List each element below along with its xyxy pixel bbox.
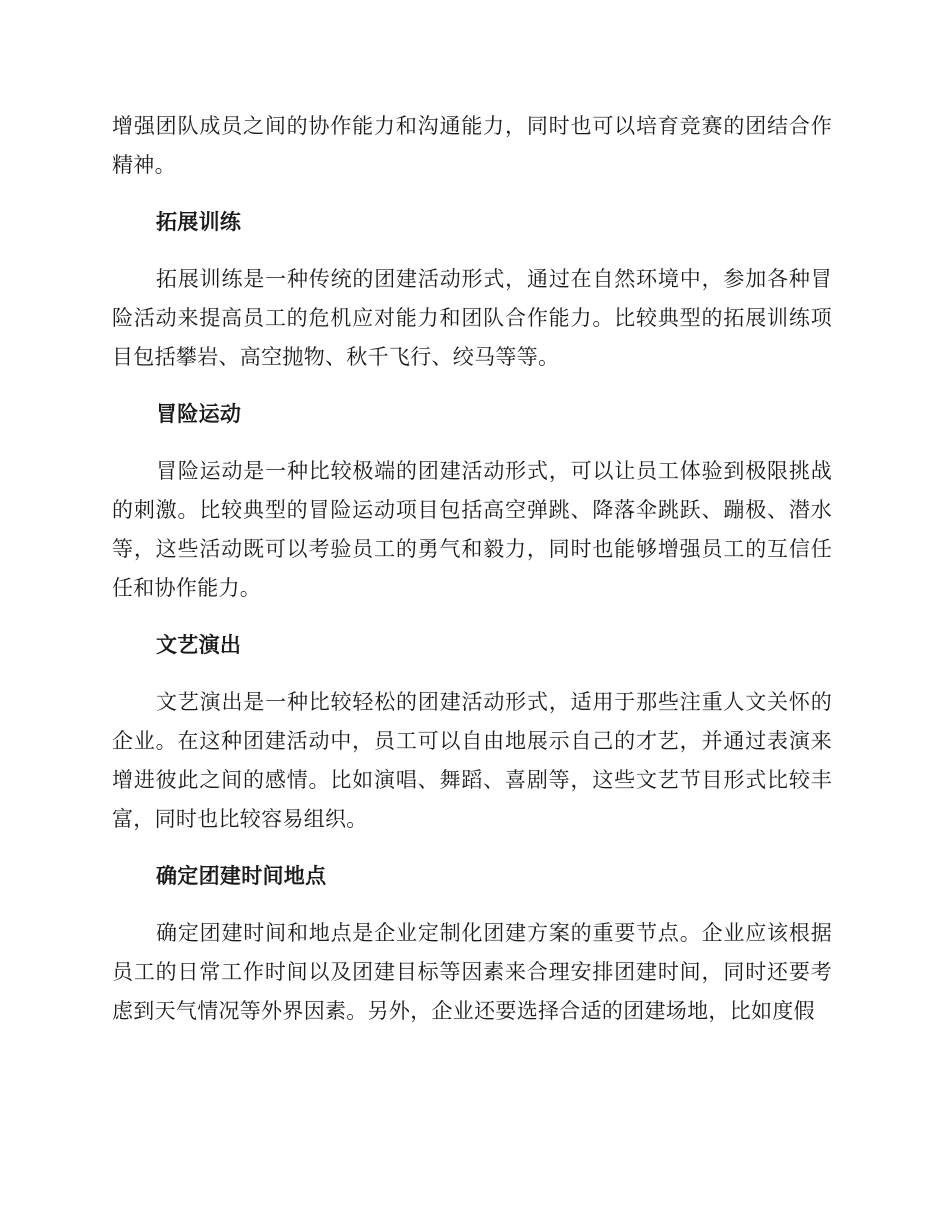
document-content <box>112 107 832 1031</box>
section-body-adventure-sports: 冒险运动是一种比较极端的团建活动形式，可以让员工体验到极限挑战的刺激。比较典型的冒险运动项目包括高空弹跳、降落伞跳跃、蹦极、潜水等，这些活动既可以考验员工的勇气和毅力，同时也能够增强员工的互信任任和协作能力。 <box>112 459 832 600</box>
section-heading-time-location: 确定团建时间地点 <box>156 864 327 888</box>
section-heading-adventure-sports: 冒险运动 <box>156 402 242 426</box>
section-body-time-location: 确定团建时间和地点是企业定制化团建方案的重要节点。企业应该根据员工的日常工作时间以及团建目标等因素来合理安排团建时间，同时还要考虑到天气情况等外界因素。另外，企业还要选择合适的团建场地，比如度假 <box>112 921 832 1023</box>
section-body-performance: 文艺演出是一种比较轻松的团建活动形式，适用于那些注重人文关怀的企业。在这种团建活动中，员工可以自由地展示自己的才艺，并通过表演来增进彼此之间的感情。比如演唱、舞蹈、喜剧等，这些文艺节目形式比较丰富，同时也比较容易组织。 <box>112 690 832 831</box>
section-heading-outdoor-training: 拓展训练 <box>156 210 242 234</box>
intro-paragraph: 增强团队成员之间的协作能力和沟通能力，同时也可以培育竞赛的团结合作精神。 <box>112 114 832 177</box>
section-heading-performance: 文艺演出 <box>156 633 242 657</box>
section-body-outdoor-training: 拓展训练是一种传统的团建活动形式，通过在自然环境中，参加各种冒险活动来提高员工的危机应对能力和团队合作能力。比较典型的拓展训练项目包括攀岩、高空抛物、秋千飞行、绞马等等。 <box>112 267 832 369</box>
